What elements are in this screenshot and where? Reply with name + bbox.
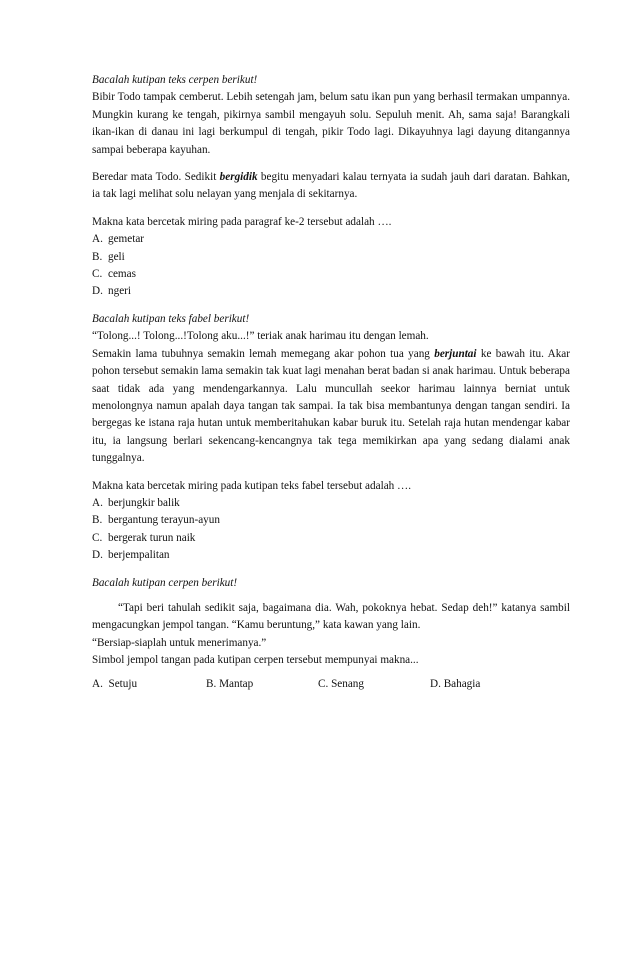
option-label: C. xyxy=(92,268,103,281)
section1-paragraph-1: Bibir Todo tampak cemberut. Lebih setengah jam, belum satu ikan pun yang berhasil termakan umpannya. Mungkin kurang ke tengah, pikirnya sambil mengayuh solu. Sepuluh menit. Ah, sama saja! Barangkali ikan-ikan di danau ini lagi berkumpul di tengah, pikir Todo lagi. Dikayuhnya lagi dayung ditangannya sampai beberapa kayuhan. xyxy=(92,91,570,156)
section3-line-2: “Bersiap-siaplah untuk menerimanya.” xyxy=(92,636,267,649)
option-text: bergantung terayun-ayun xyxy=(108,514,220,527)
section1-emphasized-word: bergidik xyxy=(219,171,258,184)
section3-question: Simbol jempol tangan pada kutipan cerpen tersebut mempunyai makna... xyxy=(92,654,419,667)
section3-option-d xyxy=(430,676,480,693)
section2-emphasized-word: berjuntai xyxy=(434,347,477,360)
option-label: C. xyxy=(92,531,103,544)
section1-question: Makna kata bercetak miring pada paragraf ke-2 tersebut adalah …. xyxy=(92,215,392,228)
section3-options-row xyxy=(92,676,570,693)
section2-quote: “Tolong...! Tolong...!Tolong aku...!” teriak anak harimau itu dengan lemah. xyxy=(92,330,429,343)
option-text: bergerak turun naik xyxy=(108,531,196,544)
option-label: D. xyxy=(92,285,103,298)
option-text: ngeri xyxy=(108,285,131,298)
option-label: A. xyxy=(92,677,103,690)
section1-option-a xyxy=(92,231,570,248)
option-label: B. xyxy=(92,250,103,263)
section2-paragraph-before: Semakin lama tubuhnya semakin lemah memegang akar pohon tua yang xyxy=(92,347,435,360)
section1-option-d xyxy=(92,283,570,300)
section2-option-b xyxy=(92,512,570,529)
section2-paragraph xyxy=(92,346,570,468)
option-label: B. xyxy=(92,514,103,527)
option-text: gemetar xyxy=(108,233,145,246)
section1-paragraph-2 xyxy=(92,169,570,204)
option-label: C. xyxy=(318,677,329,690)
section1-paragraph-2-before: Beredar mata Todo. Sedikit xyxy=(92,171,220,184)
section3-option-a xyxy=(92,676,206,693)
option-text: Senang xyxy=(331,677,364,690)
option-text: Mantap xyxy=(219,677,254,690)
option-text: berjempalitan xyxy=(108,549,170,562)
document-page xyxy=(92,72,570,693)
section1-option-c xyxy=(92,266,570,283)
section3-option-c xyxy=(318,676,430,693)
section2-option-a xyxy=(92,495,570,512)
option-label: A. xyxy=(92,233,103,246)
section3-paragraph: “Tapi beri tahulah sedikit saja, bagaimana dia. Wah, pokoknya hebat. Sedap deh!” katanya sambil mengacungkan jempol tangan. “Kamu beruntung,” kata kawan yang lain. xyxy=(92,601,570,632)
section2-paragraph-after: ke bawah itu. Akar pohon tersebut semakin lama semakin tak kuat lagi menahan berat badan si anak harimau. Untuk beberapa saat tidak ada yang mendengarkannya. Lalu muncullah seekor harimau lainnya berniat untuk menolongnya namun apalah daya tangan tak sampai. Ia tak bisa membantunya dengan tangan sendiri. Ia bergegas ke istana raja hutan untuk memberitahukan kabar buruk itu. Setelah raja hutan mendengar kabar itu, ia langsung berlari sekencang-kencangnya tak tega memikirkan apa yang sedang dialami anak tunggalnya. xyxy=(92,347,570,465)
section3-option-b xyxy=(206,676,318,693)
section2-instruction: Bacalah kutipan teks fabel berikut! xyxy=(92,312,250,325)
section2-option-d xyxy=(92,547,570,564)
option-label: B. xyxy=(206,677,217,690)
section3-instruction: Bacalah kutipan cerpen berikut! xyxy=(92,576,238,589)
option-text: Bahagia xyxy=(443,677,481,690)
option-label: D. xyxy=(430,677,441,690)
section2-question: Makna kata bercetak miring pada kutipan teks fabel tersebut adalah …. xyxy=(92,479,412,492)
section1-paragraph-2-after: begitu menyadari kalau ternyata ia sudah jauh dari daratan. Bahkan, ia tak lagi melihat solu nelayan yang menjala di sekitarnya. xyxy=(92,171,570,201)
option-label: A. xyxy=(92,496,103,509)
option-text: berjungkir balik xyxy=(108,496,180,509)
section1-instruction: Bacalah kutipan teks cerpen berikut! xyxy=(92,74,258,86)
option-text: geli xyxy=(108,250,125,263)
section1-option-b xyxy=(92,249,570,266)
option-text: Setuju xyxy=(108,677,138,690)
option-label: D. xyxy=(92,549,103,562)
option-text: cemas xyxy=(108,268,136,281)
section2-option-c xyxy=(92,530,570,547)
